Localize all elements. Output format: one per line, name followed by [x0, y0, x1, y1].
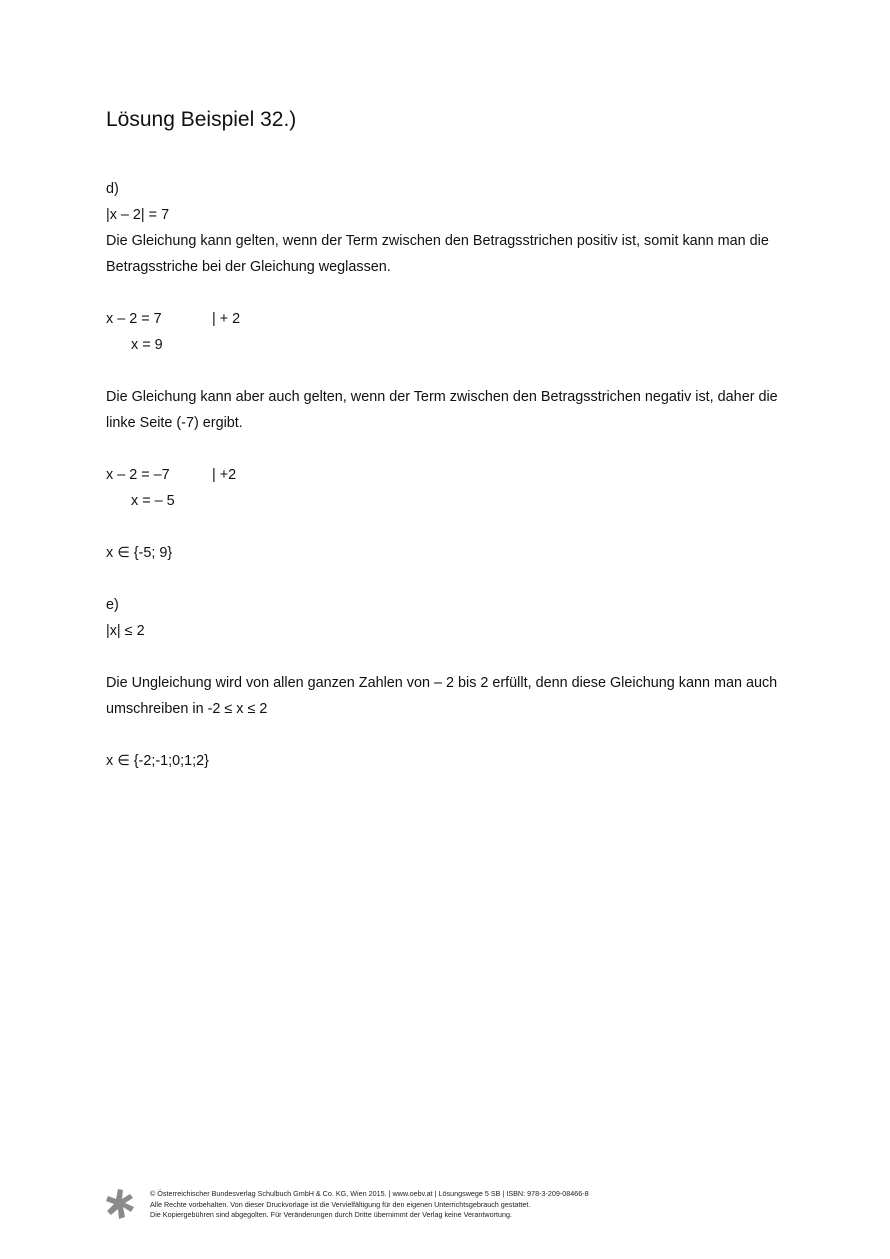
part-d-explanation-4: linke Seite (-7) ergibt. [106, 415, 243, 431]
part-d-explanation-1: Die Gleichung kann gelten, wenn der Term zwischen den Betragsstrichen positiv ist, somit kann man die [106, 233, 769, 249]
part-d-case2-equation: x – 2 = –7 [106, 467, 170, 483]
part-e-explanation-1: Die Ungleichung wird von allen ganzen Zahlen von – 2 bis 2 erfüllt, denn diese Gleichung kann man auch [106, 675, 778, 691]
part-e-solution: x ∈ {-2;-1;0;1;2} [106, 753, 209, 769]
footer-rights: Alle Rechte vorbehalten. Von dieser Druckvorlage ist die Vervielfältigung für den eigenen Unterrichtsgebrauch gestattet. [150, 1199, 531, 1209]
part-d-case2-operation: | +2 [212, 467, 237, 483]
part-d-case1-result: x = 9 [131, 337, 163, 353]
part-d-explanation-2: Betragsstriche bei der Gleichung weglassen. [106, 259, 391, 275]
part-d-label: d) [106, 181, 119, 197]
part-d-explanation-3: Die Gleichung kann aber auch gelten, wenn der Term zwischen den Betragsstrichen negativ ist, daher die [106, 389, 778, 405]
part-d-case1-operation: | + 2 [212, 311, 241, 327]
page-footer [104, 1188, 804, 1224]
part-e-inequality: |x| ≤ 2 [106, 623, 145, 639]
part-d-equation: |x – 2| = 7 [106, 207, 170, 223]
part-d-case1-row [106, 310, 162, 328]
oebv-logo-icon [104, 1188, 136, 1220]
part-e-label: e) [106, 597, 119, 613]
footer-disclaimer: Die Kopiergebühren sind abgegolten. Für Veränderungen durch Dritte übernimmt der Verlag keine Verantwortung. [150, 1210, 512, 1219]
footer-copyright: © Österreichischer Bundesverlag Schulbuch GmbH & Co. KG, Wien 2015. | www.oebv.at | Lösungswege 5 SB | ISBN: 978-3-209-08466-8 [150, 1189, 589, 1198]
part-d-case2-result: x = – 5 [131, 493, 175, 509]
page-title: Lösung Beispiel 32.) [106, 108, 297, 131]
part-d-solution: x ∈ {-5; 9} [106, 545, 173, 561]
part-d-case1-equation: x – 2 = 7 [106, 311, 162, 327]
footer-text [150, 1189, 589, 1221]
part-d-case2-row [106, 466, 170, 484]
part-e-explanation-2: umschreiben in -2 ≤ x ≤ 2 [106, 701, 268, 717]
